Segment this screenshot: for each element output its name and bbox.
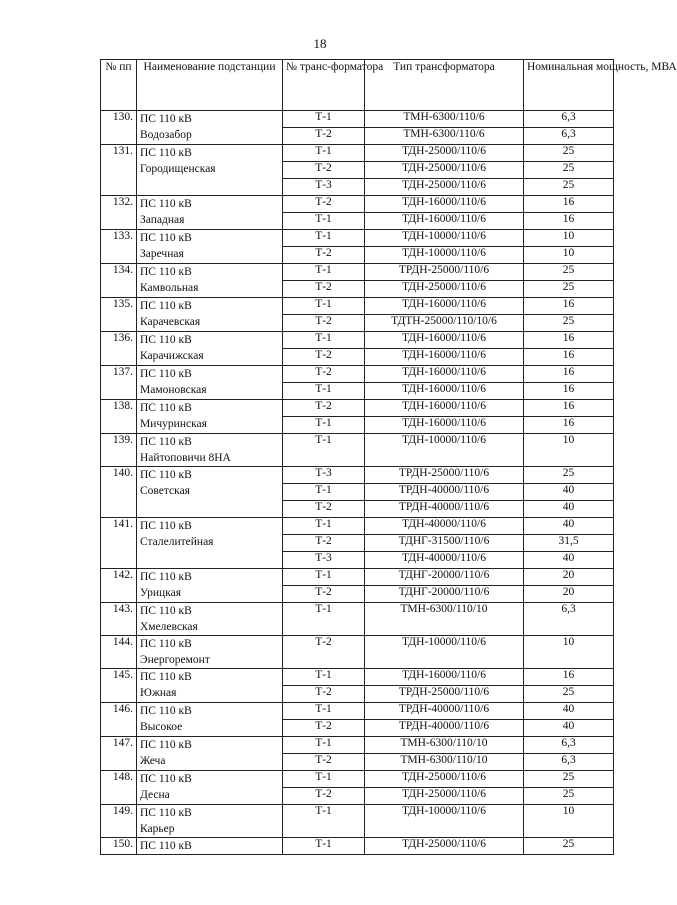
transformer-type: ТРДН-40000/110/6 (365, 720, 524, 737)
row-number: 135. (101, 298, 137, 332)
rated-power: 25 (524, 281, 614, 298)
transformer-number: Т-2 (283, 535, 365, 552)
rated-power: 16 (524, 366, 614, 383)
row-number: 140. (101, 467, 137, 518)
rated-power: 6,3 (524, 111, 614, 128)
substation-name (137, 111, 283, 145)
substation-name-line: Мамоновская (140, 384, 207, 396)
transformer-number: Т-1 (283, 771, 365, 788)
transformer-type: ТДН-10000/110/6 (365, 434, 524, 467)
substation-name-line: Заречная (140, 248, 184, 260)
substation-name-line: ПС 110 кВ (140, 469, 192, 481)
transformer-number: Т-2 (283, 162, 365, 179)
transformer-number: Т-1 (283, 805, 365, 838)
transformer-type: ТРДН-25000/110/6 (365, 264, 524, 281)
transformer-number: Т-1 (283, 838, 365, 855)
substation-name-line: ПС 110 кВ (140, 113, 192, 125)
substation-name (137, 467, 283, 518)
rated-power: 6,3 (524, 737, 614, 754)
substation-name (137, 636, 283, 669)
substation-name-line: ПС 110 кВ (140, 807, 192, 819)
transformer-number: Т-2 (283, 349, 365, 366)
transformer-number: Т-1 (283, 230, 365, 247)
substation-name-line: ПС 110 кВ (140, 671, 192, 683)
table-row (101, 400, 614, 417)
substation-name (137, 332, 283, 366)
rated-power: 16 (524, 213, 614, 230)
table-header-row (101, 60, 614, 111)
rated-power: 10 (524, 805, 614, 838)
substation-name-line: ПС 110 кВ (140, 436, 192, 448)
substation-name-line: Водозабор (140, 129, 192, 141)
transformer-type: ТМН-6300/110/10 (365, 603, 524, 636)
substation-name-line: Энергоремонт (140, 654, 210, 666)
substation-name (137, 145, 283, 196)
rated-power: 20 (524, 586, 614, 603)
substation-name (137, 603, 283, 636)
transformer-type: ТДН-16000/110/6 (365, 383, 524, 400)
table-row (101, 838, 614, 855)
rated-power: 10 (524, 230, 614, 247)
substation-name (137, 703, 283, 737)
substation-name-line: Городищенская (140, 163, 216, 175)
substation-name-line: Хмелевская (140, 621, 198, 633)
table-row (101, 518, 614, 535)
transformer-type: ТДН-16000/110/6 (365, 400, 524, 417)
substation-name (137, 264, 283, 298)
rated-power: 16 (524, 196, 614, 213)
transformer-number: Т-1 (283, 669, 365, 686)
substation-name (137, 366, 283, 400)
transformer-number: Т-1 (283, 518, 365, 535)
transformer-number: Т-1 (283, 332, 365, 349)
substation-name (137, 771, 283, 805)
substation-name-line: Урицкая (140, 587, 181, 599)
transformer-number: Т-3 (283, 552, 365, 569)
substation-name (137, 838, 283, 855)
transformer-number: Т-2 (283, 501, 365, 518)
transformer-type: ТМН-6300/110/10 (365, 754, 524, 771)
substation-name-line: Карачевская (140, 316, 201, 328)
substation-name (137, 737, 283, 771)
transformer-number: Т-2 (283, 636, 365, 669)
header-name: Наименование подстанции (137, 60, 283, 111)
rated-power: 16 (524, 417, 614, 434)
table-row (101, 434, 614, 467)
transformer-number: Т-1 (283, 213, 365, 230)
row-number: 148. (101, 771, 137, 805)
substation-name-line: ПС 110 кВ (140, 300, 192, 312)
rated-power: 16 (524, 349, 614, 366)
substation-name-line: ПС 110 кВ (140, 638, 192, 650)
row-number: 150. (101, 838, 137, 855)
rated-power: 40 (524, 703, 614, 720)
rated-power: 10 (524, 247, 614, 264)
transformer-type: ТДН-10000/110/6 (365, 247, 524, 264)
substation-name-line: Найтоповичи 8НА (140, 452, 231, 464)
transformer-type: ТРДН-40000/110/6 (365, 501, 524, 518)
substation-name-line: Карьер (140, 823, 175, 835)
rated-power: 25 (524, 771, 614, 788)
rated-power: 16 (524, 298, 614, 315)
table-row (101, 669, 614, 686)
page-number: 18 (313, 36, 327, 51)
rated-power: 40 (524, 518, 614, 535)
table-row (101, 230, 614, 247)
transformer-type: ТДН-25000/110/6 (365, 281, 524, 298)
rated-power: 16 (524, 332, 614, 349)
row-number: 136. (101, 332, 137, 366)
table-row (101, 264, 614, 281)
transformer-number: Т-2 (283, 586, 365, 603)
rated-power: 25 (524, 838, 614, 855)
transformer-type: ТДН-10000/110/6 (365, 636, 524, 669)
transformer-type: ТДН-40000/110/6 (365, 552, 524, 569)
substation-name-line: ПС 110 кВ (140, 402, 192, 414)
table-row (101, 196, 614, 213)
rated-power: 25 (524, 467, 614, 484)
rated-power: 6,3 (524, 603, 614, 636)
substation-name-line: Западная (140, 214, 185, 226)
transformer-number: Т-2 (283, 366, 365, 383)
substation-name (137, 569, 283, 603)
transformer-number: Т-2 (283, 788, 365, 805)
substation-name (137, 434, 283, 467)
transformer-number: Т-1 (283, 434, 365, 467)
rated-power: 6,3 (524, 128, 614, 145)
rated-power: 31,5 (524, 535, 614, 552)
rated-power: 6,3 (524, 754, 614, 771)
table-row (101, 737, 614, 754)
substation-name-line: ПС 110 кВ (140, 605, 192, 617)
substation-name (137, 230, 283, 264)
transformer-number: Т-3 (283, 467, 365, 484)
substation-name-line: ПС 110 кВ (140, 232, 192, 244)
substation-name-line: ПС 110 кВ (140, 705, 192, 717)
substation-name (137, 669, 283, 703)
substation-name-line: ПС 110 кВ (140, 520, 192, 532)
rated-power: 10 (524, 636, 614, 669)
substation-name-line: Камвольная (140, 282, 199, 294)
transformer-number: Т-2 (283, 400, 365, 417)
transformer-number: Т-1 (283, 111, 365, 128)
header-num: № пп (101, 60, 137, 111)
table-row (101, 703, 614, 720)
transformer-type: ТРДН-25000/110/6 (365, 686, 524, 703)
row-number: 146. (101, 703, 137, 737)
transformer-type: ТДНГ-31500/110/6 (365, 535, 524, 552)
rated-power: 40 (524, 552, 614, 569)
rated-power: 10 (524, 434, 614, 467)
header-transformer-type: Тип трансформатора (365, 60, 524, 111)
header-rated-power: Номинальная мощность, МВА (524, 60, 614, 111)
table-row (101, 332, 614, 349)
rated-power: 25 (524, 145, 614, 162)
row-number: 141. (101, 518, 137, 569)
transformer-type: ТМН-6300/110/6 (365, 128, 524, 145)
transformer-type: ТДН-25000/110/6 (365, 162, 524, 179)
transformer-number: Т-1 (283, 417, 365, 434)
rated-power: 25 (524, 315, 614, 332)
rated-power: 25 (524, 264, 614, 281)
substation-name-line: Мичуринская (140, 418, 207, 430)
transformer-number: Т-2 (283, 247, 365, 264)
substation-name (137, 196, 283, 230)
rated-power: 25 (524, 179, 614, 196)
substation-name-line: ПС 110 кВ (140, 571, 192, 583)
rated-power: 16 (524, 400, 614, 417)
row-number: 142. (101, 569, 137, 603)
transformer-number: Т-1 (283, 737, 365, 754)
substation-name (137, 518, 283, 569)
transformer-type: ТДН-25000/110/6 (365, 788, 524, 805)
transformer-number: Т-2 (283, 754, 365, 771)
transformer-type: ТМН-6300/110/10 (365, 737, 524, 754)
transformer-type: ТДН-16000/110/6 (365, 298, 524, 315)
transformer-number: Т-2 (283, 281, 365, 298)
transformer-number: Т-1 (283, 383, 365, 400)
transformer-type: ТДНГ-20000/110/6 (365, 569, 524, 586)
substation-name-line: Карачижская (140, 350, 204, 362)
substation-name-line: Десна (140, 789, 170, 801)
transformer-type: ТДН-40000/110/6 (365, 518, 524, 535)
substation-table (100, 59, 677, 855)
transformer-type: ТДН-16000/110/6 (365, 196, 524, 213)
substation-name (137, 805, 283, 838)
transformer-number: Т-2 (283, 196, 365, 213)
transformer-type: ТДН-25000/110/6 (365, 145, 524, 162)
substation-name-line: Высокое (140, 721, 183, 733)
substation-name-line: ПС 110 кВ (140, 334, 192, 346)
substation-name-line: Южная (140, 687, 177, 699)
substation-name (137, 298, 283, 332)
table-body (101, 111, 614, 855)
substation-name-line: ПС 110 кВ (140, 147, 192, 159)
transformer-type: ТДН-16000/110/6 (365, 349, 524, 366)
transformer-number: Т-2 (283, 720, 365, 737)
row-number: 149. (101, 805, 137, 838)
row-number: 132. (101, 196, 137, 230)
transformer-number: Т-1 (283, 298, 365, 315)
substation-name-line: Жеча (140, 755, 166, 767)
row-number: 134. (101, 264, 137, 298)
substation-name-line: ПС 110 кВ (140, 368, 192, 380)
transformer-type: ТРДН-40000/110/6 (365, 703, 524, 720)
substation-name (137, 400, 283, 434)
rated-power: 25 (524, 162, 614, 179)
table-row (101, 636, 614, 669)
row-number: 145. (101, 669, 137, 703)
transformer-type: ТДН-25000/110/6 (365, 179, 524, 196)
table-row (101, 366, 614, 383)
substation-name-line: ПС 110 кВ (140, 198, 192, 210)
transformer-type: ТДН-25000/110/6 (365, 771, 524, 788)
row-number: 137. (101, 366, 137, 400)
transformer-type: ТДНГ-20000/110/6 (365, 586, 524, 603)
table-row (101, 805, 614, 838)
transformer-type: ТРДН-40000/110/6 (365, 484, 524, 501)
transformer-type: ТДТН-25000/110/10/6 (365, 315, 524, 332)
row-number: 144. (101, 636, 137, 669)
transformer-number: Т-1 (283, 569, 365, 586)
transformer-number: Т-2 (283, 315, 365, 332)
table-row (101, 569, 614, 586)
transformer-number: Т-1 (283, 145, 365, 162)
transformer-number: Т-2 (283, 686, 365, 703)
table-row (101, 603, 614, 636)
transformer-number: Т-3 (283, 179, 365, 196)
rated-power: 25 (524, 788, 614, 805)
transformer-type: ТРДН-25000/110/6 (365, 467, 524, 484)
substation-name-line: ПС 110 кВ (140, 739, 192, 751)
table-row (101, 298, 614, 315)
rated-power: 16 (524, 383, 614, 400)
transformer-number: Т-2 (283, 128, 365, 145)
substation-name-line: ПС 110 кВ (140, 773, 192, 785)
rated-power: 20 (524, 569, 614, 586)
substation-name-line: Сталелитейная (140, 536, 214, 548)
rated-power: 40 (524, 501, 614, 518)
transformer-type: ТМН-6300/110/6 (365, 111, 524, 128)
transformer-type: ТДН-16000/110/6 (365, 332, 524, 349)
row-number: 147. (101, 737, 137, 771)
row-number: 130. (101, 111, 137, 145)
table-row (101, 145, 614, 162)
row-number: 139. (101, 434, 137, 467)
header-transformer-number: № транс-форматора (283, 60, 365, 111)
transformer-number: Т-1 (283, 603, 365, 636)
row-number: 133. (101, 230, 137, 264)
row-number: 143. (101, 603, 137, 636)
transformer-type: ТДН-16000/110/6 (365, 417, 524, 434)
transformer-type: ТДН-16000/110/6 (365, 366, 524, 383)
table-row (101, 111, 614, 128)
rated-power: 16 (524, 669, 614, 686)
substation-name-line: Советская (140, 485, 190, 497)
rated-power: 25 (524, 686, 614, 703)
transformer-number: Т-1 (283, 484, 365, 501)
substation-name-line: ПС 110 кВ (140, 840, 192, 852)
table-row (101, 771, 614, 788)
transformer-type: ТДН-10000/110/6 (365, 230, 524, 247)
table-row (101, 467, 614, 484)
rated-power: 40 (524, 720, 614, 737)
transformer-number: Т-1 (283, 264, 365, 281)
transformer-type: ТДН-10000/110/6 (365, 805, 524, 838)
transformer-type: ТДН-16000/110/6 (365, 669, 524, 686)
rated-power: 40 (524, 484, 614, 501)
row-number: 138. (101, 400, 137, 434)
transformer-type: ТДН-25000/110/6 (365, 838, 524, 855)
substation-name-line: ПС 110 кВ (140, 266, 192, 278)
row-number: 131. (101, 145, 137, 196)
transformer-type: ТДН-16000/110/6 (365, 213, 524, 230)
transformer-number: Т-1 (283, 703, 365, 720)
